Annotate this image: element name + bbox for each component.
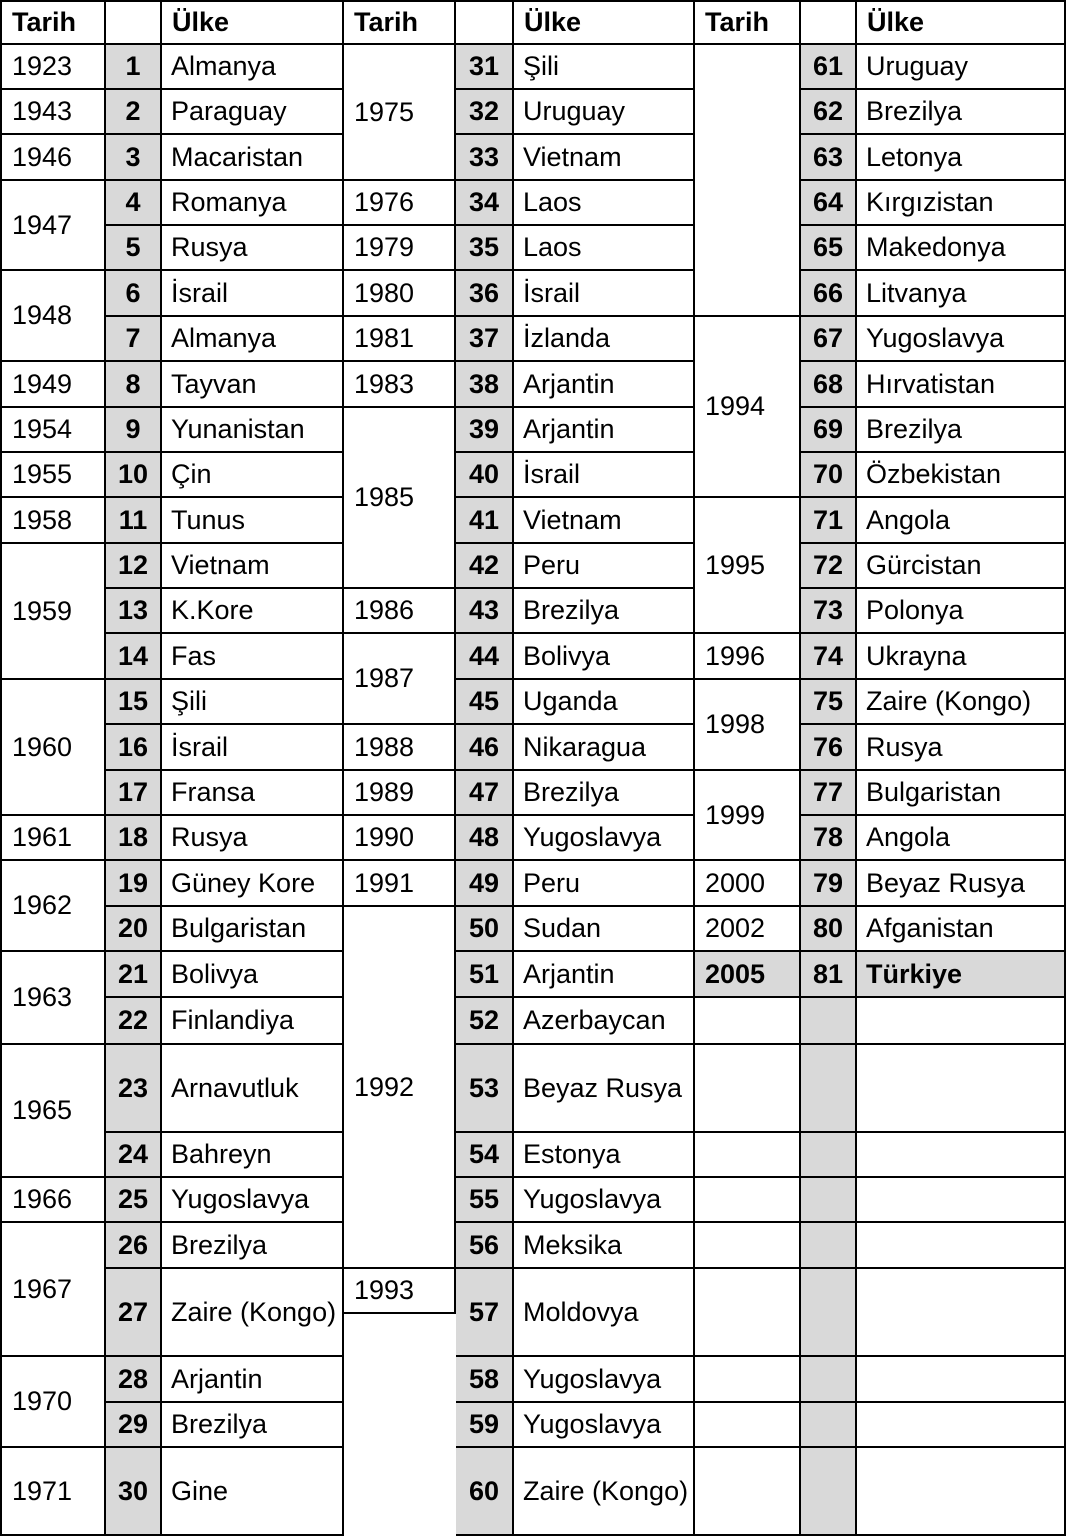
order-number: 12	[106, 544, 162, 589]
order-number: 10	[106, 453, 162, 498]
order-number: 48	[456, 816, 514, 861]
date-cell: 1989	[344, 771, 456, 816]
country-cell: Şili	[162, 680, 344, 725]
order-number: 34	[456, 181, 514, 226]
order-number: 35	[456, 226, 514, 271]
order-number: 50	[456, 907, 514, 952]
date-cell: 1965	[0, 1045, 106, 1178]
order-number: 69	[801, 408, 857, 453]
country-cell: Yugoslavya	[514, 816, 695, 861]
date-cell: 1943	[0, 90, 106, 135]
order-number: 68	[801, 362, 857, 408]
date-cell: 1961	[0, 816, 106, 861]
date-cell: 1947	[0, 181, 106, 271]
date-cell	[695, 1357, 801, 1403]
order-number: 32	[456, 90, 514, 135]
country-cell: Angola	[857, 498, 1066, 544]
country-cell	[857, 1133, 1066, 1178]
date-cell	[695, 998, 801, 1045]
date-cell: 1990	[344, 816, 456, 861]
date-cell: 1987	[344, 634, 456, 725]
date-cell: 2000	[695, 861, 801, 907]
country-cell: Vietnam	[162, 544, 344, 589]
order-number	[801, 1133, 857, 1178]
country-cell: Peru	[514, 861, 695, 907]
country-cell: Bolivya	[162, 952, 344, 998]
country-cell: Polonya	[857, 589, 1066, 634]
order-number: 66	[801, 271, 857, 317]
date-cell: 1954	[0, 408, 106, 453]
order-number	[801, 1357, 857, 1403]
date-cell	[695, 1133, 801, 1178]
country-cell: Sudan	[514, 907, 695, 952]
header-date: Tarih	[0, 0, 106, 45]
country-cell: Bahreyn	[162, 1133, 344, 1178]
country-cell: Brezilya	[857, 408, 1066, 453]
order-number: 6	[106, 271, 162, 317]
country-cell: Bulgaristan	[857, 771, 1066, 816]
order-number: 56	[456, 1223, 514, 1269]
order-number: 7	[106, 317, 162, 362]
order-number: 33	[456, 135, 514, 181]
order-number: 47	[456, 771, 514, 816]
order-number: 71	[801, 498, 857, 544]
date-cell: 1962	[0, 861, 106, 952]
date-cell: 1992	[344, 907, 456, 1269]
date-cell: 2005	[695, 952, 801, 998]
country-cell: İsrail	[514, 271, 695, 317]
order-number: 67	[801, 317, 857, 362]
order-number	[801, 998, 857, 1045]
date-cell: 1946	[0, 135, 106, 181]
country-cell: Arjantin	[514, 362, 695, 408]
country-cell	[857, 1178, 1066, 1223]
order-number: 28	[106, 1357, 162, 1403]
country-cell	[857, 1448, 1066, 1536]
order-number: 57	[456, 1269, 514, 1357]
order-number: 63	[801, 135, 857, 181]
country-cell: Bulgaristan	[162, 907, 344, 952]
order-number: 36	[456, 271, 514, 317]
date-cell: 1949	[0, 362, 106, 408]
date-cell: 1985	[344, 408, 456, 589]
order-number: 49	[456, 861, 514, 907]
order-number: 39	[456, 408, 514, 453]
order-number: 41	[456, 498, 514, 544]
order-number: 40	[456, 453, 514, 498]
date-cell: 1960	[0, 680, 106, 816]
country-cell: Arnavutluk	[162, 1045, 344, 1133]
order-number: 51	[456, 952, 514, 998]
country-cell: Beyaz Rusya	[514, 1045, 695, 1133]
order-number: 37	[456, 317, 514, 362]
country-cell: Türkiye	[857, 952, 1066, 998]
order-number: 46	[456, 725, 514, 771]
date-cell: 1963	[0, 952, 106, 1045]
order-number: 53	[456, 1045, 514, 1133]
order-number: 21	[106, 952, 162, 998]
order-number: 64	[801, 181, 857, 226]
date-cell: 1983	[344, 362, 456, 408]
date-cell: 1979	[344, 226, 456, 271]
country-cell: Kırgızistan	[857, 181, 1066, 226]
country-cell	[857, 1269, 1066, 1357]
date-cell: 1981	[344, 317, 456, 362]
country-cell: Hırvatistan	[857, 362, 1066, 408]
country-cell: Arjantin	[514, 408, 695, 453]
country-cell: Şili	[514, 45, 695, 90]
order-number: 73	[801, 589, 857, 634]
order-number: 60	[456, 1448, 514, 1536]
order-number: 20	[106, 907, 162, 952]
date-cell: 1993	[344, 1269, 456, 1314]
country-cell: İsrail	[514, 453, 695, 498]
country-cell	[857, 1357, 1066, 1403]
date-cell: 1971	[0, 1448, 106, 1536]
country-cell: Rusya	[162, 226, 344, 271]
country-cell	[857, 1045, 1066, 1133]
date-cell: 1980	[344, 271, 456, 317]
order-number: 70	[801, 453, 857, 498]
order-number: 29	[106, 1403, 162, 1448]
order-number: 78	[801, 816, 857, 861]
country-cell: Zaire (Kongo)	[857, 680, 1066, 725]
order-number: 80	[801, 907, 857, 952]
order-number: 38	[456, 362, 514, 408]
order-number: 4	[106, 181, 162, 226]
date-cell: 1995	[695, 498, 801, 634]
header-country: Ülke	[857, 0, 1066, 45]
country-cell: Azerbaycan	[514, 998, 695, 1045]
order-number: 81	[801, 952, 857, 998]
country-cell: Brezilya	[514, 771, 695, 816]
order-number	[801, 1178, 857, 1223]
header-number	[106, 0, 162, 45]
order-number: 18	[106, 816, 162, 861]
country-cell: Almanya	[162, 317, 344, 362]
order-number: 24	[106, 1133, 162, 1178]
country-cell: Paraguay	[162, 90, 344, 135]
country-cell: Tayvan	[162, 362, 344, 408]
country-cell: Beyaz Rusya	[857, 861, 1066, 907]
order-number: 65	[801, 226, 857, 271]
date-cell: 1991	[344, 861, 456, 907]
order-number: 31	[456, 45, 514, 90]
date-cell	[695, 1403, 801, 1448]
country-cell: Laos	[514, 226, 695, 271]
header-number	[456, 0, 514, 45]
country-cell: Güney Kore	[162, 861, 344, 907]
country-cell: Arjantin	[514, 952, 695, 998]
order-number: 5	[106, 226, 162, 271]
date-cell: 1994	[695, 317, 801, 498]
country-cell: Litvanya	[857, 271, 1066, 317]
country-cell: Zaire (Kongo)	[162, 1269, 344, 1357]
country-cell: Vietnam	[514, 135, 695, 181]
order-number: 59	[456, 1403, 514, 1448]
date-cell	[695, 1448, 801, 1536]
country-cell: İsrail	[162, 725, 344, 771]
country-cell: Nikaragua	[514, 725, 695, 771]
order-number	[801, 1448, 857, 1536]
order-number: 76	[801, 725, 857, 771]
date-cell: 1999	[695, 771, 801, 861]
date-cell: 1998	[695, 680, 801, 771]
date-cell	[695, 1178, 801, 1223]
date-cell: 1986	[344, 589, 456, 634]
date-cell: 1996	[695, 634, 801, 680]
date-cell: 1948	[0, 271, 106, 362]
order-number: 8	[106, 362, 162, 408]
date-cell: 1970	[0, 1357, 106, 1448]
country-cell: Letonya	[857, 135, 1066, 181]
date-cell: 1923	[0, 45, 106, 90]
country-cell	[857, 1223, 1066, 1269]
country-cell: Brezilya	[162, 1223, 344, 1269]
order-number: 3	[106, 135, 162, 181]
order-number: 72	[801, 544, 857, 589]
country-cell: Rusya	[857, 725, 1066, 771]
country-cell: Makedonya	[857, 226, 1066, 271]
country-cell: Brezilya	[514, 589, 695, 634]
order-number	[801, 1045, 857, 1133]
order-number: 17	[106, 771, 162, 816]
date-cell: 1967	[0, 1223, 106, 1357]
order-number: 74	[801, 634, 857, 680]
order-number: 79	[801, 861, 857, 907]
country-cell: Bolivya	[514, 634, 695, 680]
country-cell: Brezilya	[857, 90, 1066, 135]
country-cell: Yunanistan	[162, 408, 344, 453]
country-cell: Yugoslavya	[162, 1178, 344, 1223]
header-number	[801, 0, 857, 45]
date-cell: 1976	[344, 181, 456, 226]
country-cell: Gine	[162, 1448, 344, 1536]
country-cell: Romanya	[162, 181, 344, 226]
header-date: Tarih	[695, 0, 801, 45]
order-number: 19	[106, 861, 162, 907]
country-cell: Vietnam	[514, 498, 695, 544]
country-cell: Uruguay	[514, 90, 695, 135]
country-cell: Arjantin	[162, 1357, 344, 1403]
order-number: 16	[106, 725, 162, 771]
date-cell: 1988	[344, 725, 456, 771]
date-cell	[695, 1045, 801, 1133]
order-number: 44	[456, 634, 514, 680]
country-cell: Yugoslavya	[514, 1357, 695, 1403]
order-number: 26	[106, 1223, 162, 1269]
country-cell	[857, 1403, 1066, 1448]
country-cell: Yugoslavya	[514, 1403, 695, 1448]
country-cell: Peru	[514, 544, 695, 589]
order-number	[801, 1269, 857, 1357]
country-cell: Afganistan	[857, 907, 1066, 952]
country-cell: Finlandiya	[162, 998, 344, 1045]
order-number: 45	[456, 680, 514, 725]
order-number: 58	[456, 1357, 514, 1403]
order-number: 55	[456, 1178, 514, 1223]
country-cell: Estonya	[514, 1133, 695, 1178]
country-cell: Yugoslavya	[514, 1178, 695, 1223]
country-cell: Fransa	[162, 771, 344, 816]
order-number: 11	[106, 498, 162, 544]
date-cell: 1966	[0, 1178, 106, 1223]
country-cell: Angola	[857, 816, 1066, 861]
country-cell: Uganda	[514, 680, 695, 725]
date-cell: 1955	[0, 453, 106, 498]
order-number: 15	[106, 680, 162, 725]
order-number: 1	[106, 45, 162, 90]
date-cell	[695, 45, 801, 317]
order-number: 62	[801, 90, 857, 135]
order-number: 14	[106, 634, 162, 680]
order-number	[801, 1403, 857, 1448]
country-cell: Almanya	[162, 45, 344, 90]
country-cell: Yugoslavya	[857, 317, 1066, 362]
date-cell	[695, 1223, 801, 1269]
order-number: 75	[801, 680, 857, 725]
country-cell: Laos	[514, 181, 695, 226]
date-cell	[695, 1269, 801, 1357]
date-cell: 1959	[0, 544, 106, 680]
date-cell: 2002	[695, 907, 801, 952]
order-number: 61	[801, 45, 857, 90]
order-number: 54	[456, 1133, 514, 1178]
order-number: 52	[456, 998, 514, 1045]
country-cell: Moldovya	[514, 1269, 695, 1357]
country-cell: Tunus	[162, 498, 344, 544]
country-cell: Fas	[162, 634, 344, 680]
country-cell: Rusya	[162, 816, 344, 861]
order-number: 30	[106, 1448, 162, 1536]
country-cell: Brezilya	[162, 1403, 344, 1448]
order-number: 9	[106, 408, 162, 453]
order-number: 22	[106, 998, 162, 1045]
order-number	[801, 1223, 857, 1269]
country-cell: İzlanda	[514, 317, 695, 362]
order-number: 42	[456, 544, 514, 589]
order-number: 27	[106, 1269, 162, 1357]
date-cell: 1975	[344, 45, 456, 181]
order-number: 77	[801, 771, 857, 816]
header-date: Tarih	[344, 0, 456, 45]
order-number: 25	[106, 1178, 162, 1223]
country-cell: Uruguay	[857, 45, 1066, 90]
order-number: 2	[106, 90, 162, 135]
country-cell: Özbekistan	[857, 453, 1066, 498]
order-number: 23	[106, 1045, 162, 1133]
header-country: Ülke	[514, 0, 695, 45]
country-cell: K.Kore	[162, 589, 344, 634]
country-cell: Gürcistan	[857, 544, 1066, 589]
country-cell: Zaire (Kongo)	[514, 1448, 695, 1536]
order-number: 43	[456, 589, 514, 634]
date-cell: 1958	[0, 498, 106, 544]
country-cell: Meksika	[514, 1223, 695, 1269]
country-cell	[857, 998, 1066, 1045]
country-cell: Ukrayna	[857, 634, 1066, 680]
country-cell: Macaristan	[162, 135, 344, 181]
country-cell: Çin	[162, 453, 344, 498]
header-country: Ülke	[162, 0, 344, 45]
country-cell: İsrail	[162, 271, 344, 317]
order-number: 13	[106, 589, 162, 634]
